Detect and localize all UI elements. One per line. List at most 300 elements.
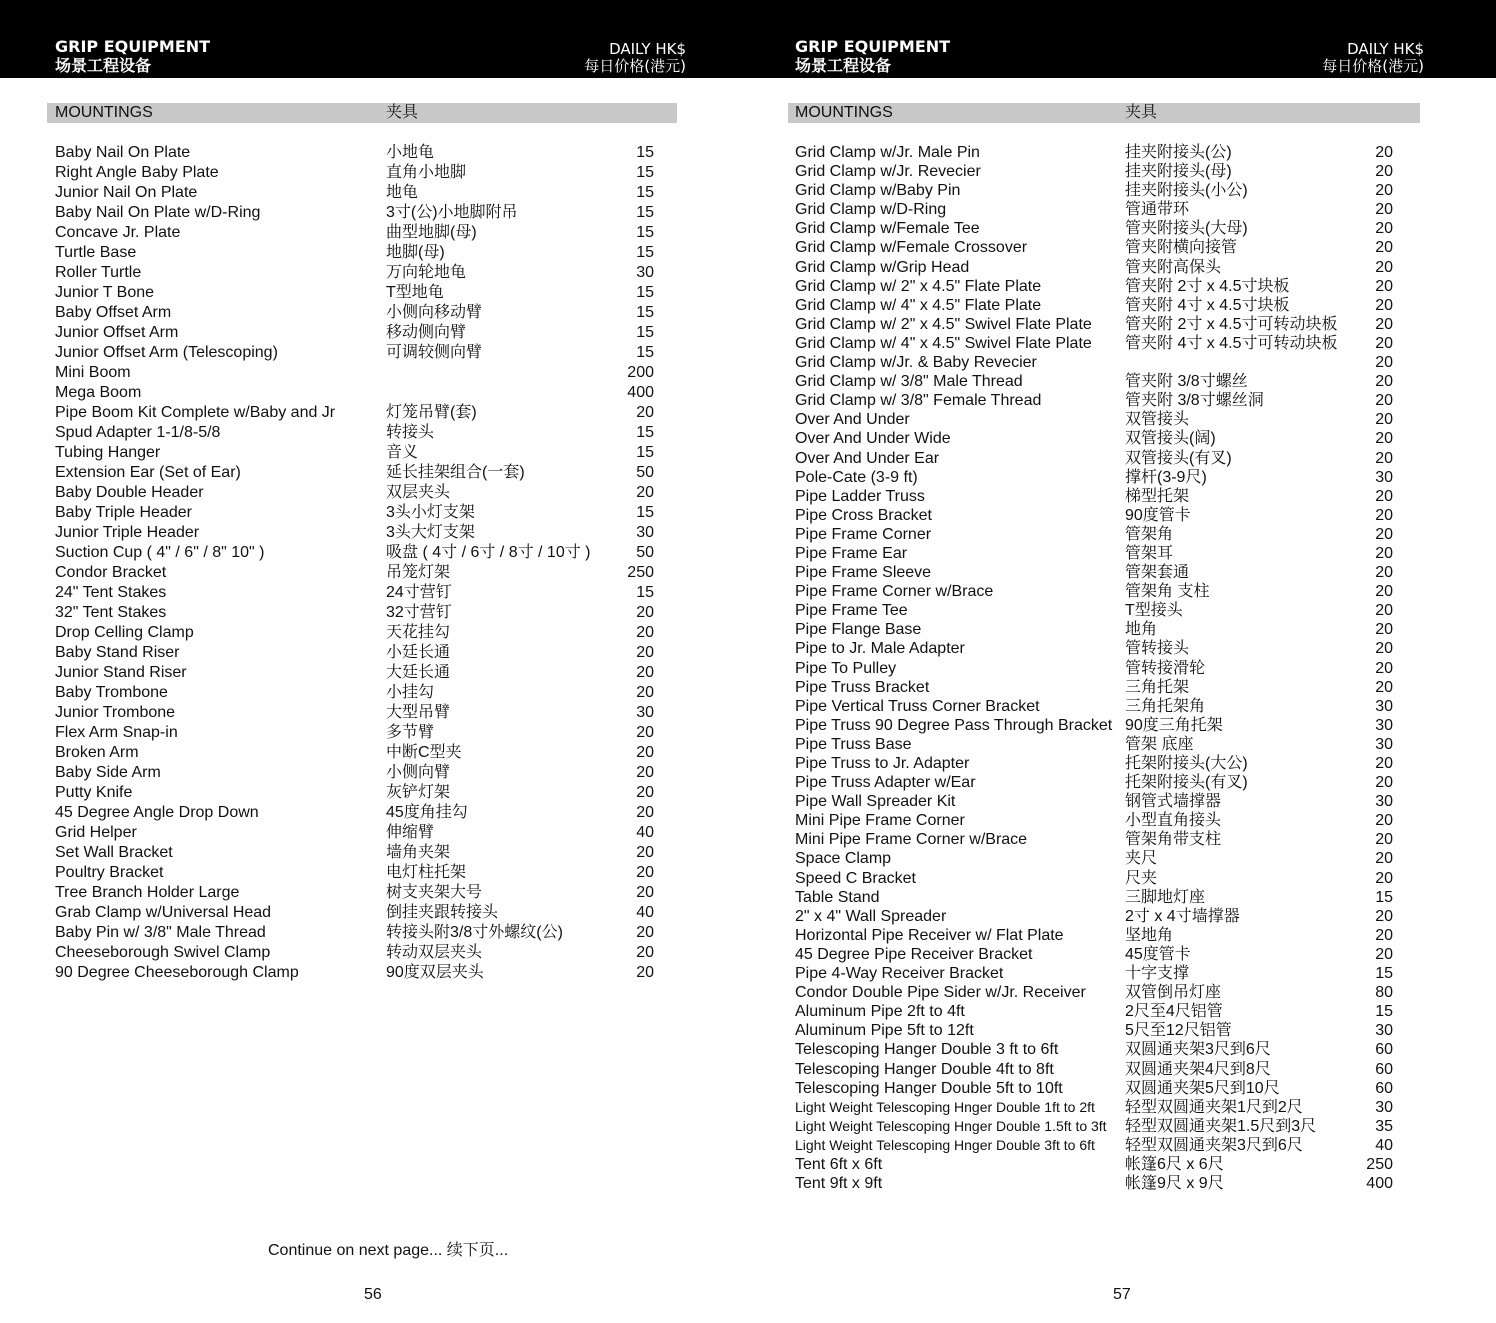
item-name-zh: 管夹附 2寸 x 4.5寸块板 — [1125, 277, 1290, 295]
item-price: 20 — [1375, 945, 1393, 963]
item-name-en: Grid Clamp w/ 3/8" Female Thread — [795, 392, 1042, 410]
item-name-en: Baby Nail On Plate — [55, 144, 191, 161]
item-name-zh: 轻型双圆通夹架3尺到6尺 — [1125, 1136, 1303, 1154]
item-name-en: Pipe Cross Bracket — [795, 506, 932, 524]
item-name-en: 45 Degree Pipe Receiver Bracket — [795, 945, 1033, 963]
item-name-en: Mega Boom — [55, 384, 142, 401]
item-price: 20 — [1375, 201, 1393, 219]
item-name-en: Set Wall Bracket — [55, 844, 173, 861]
item-name-zh: 挂夹附接头(母) — [1125, 163, 1232, 181]
item-price: 20 — [636, 664, 654, 681]
item-name-zh: 三角托架角 — [1125, 697, 1206, 715]
item-price: 20 — [1375, 583, 1393, 601]
item-name-zh: 多节臂 — [386, 724, 435, 741]
item-name-zh: 双管接头(阔) — [1125, 430, 1216, 448]
list-item — [748, 888, 1496, 907]
page-number: 57 — [1113, 1286, 1131, 1303]
item-name-zh: 大型吊臂 — [386, 704, 451, 721]
equipment-list — [748, 143, 1496, 1193]
list-item — [748, 926, 1496, 945]
item-name-en: Baby Nail On Plate w/D-Ring — [55, 204, 261, 221]
item-name-en: Grid Clamp w/ 2" x 4.5" Flate Plate — [795, 277, 1042, 295]
item-name-zh: 转接头附3/8寸外螺纹(公) — [386, 924, 563, 941]
item-price: 20 — [1375, 258, 1393, 276]
item-price: 20 — [1375, 755, 1393, 772]
list-item — [748, 410, 1496, 429]
list-item — [0, 863, 748, 883]
list-item — [748, 1040, 1496, 1059]
list-item — [0, 463, 748, 483]
list-item — [748, 773, 1496, 792]
item-price: 20 — [636, 864, 654, 881]
item-name-zh: 电灯柱托架 — [386, 864, 467, 881]
item-name-en: Grid Clamp w/Jr. Revecier — [795, 163, 981, 181]
section-title-zh: 夹具 — [1125, 104, 1158, 121]
list-item — [0, 343, 748, 363]
item-name-en: Telescoping Hanger Double 5ft to 10ft — [795, 1079, 1063, 1097]
list-item — [748, 830, 1496, 849]
item-name-zh: 3头大灯支架 — [386, 524, 475, 541]
list-item — [0, 883, 748, 903]
item-price: 20 — [636, 964, 654, 981]
item-name-zh: 灰铲灯架 — [386, 784, 451, 801]
item-price: 30 — [1375, 735, 1393, 753]
item-name-en: Grid Clamp w/ 2" x 4.5" Swivel Flate Plate — [795, 315, 1092, 333]
list-item — [0, 423, 748, 443]
item-name-en: Grid Clamp w/ 3/8" Male Thread — [795, 373, 1023, 391]
list-item — [748, 238, 1496, 257]
item-name-en: Telescoping Hanger Double 3 ft to 6ft — [795, 1041, 1059, 1059]
item-price: 15 — [1375, 1003, 1393, 1021]
item-name-zh: 3头小灯支架 — [386, 504, 475, 521]
item-name-zh: 管转接滑轮 — [1125, 659, 1206, 677]
item-price: 20 — [1375, 907, 1393, 925]
list-item — [748, 735, 1496, 754]
list-item — [748, 792, 1496, 811]
item-name-zh: 三角托架 — [1125, 678, 1190, 696]
item-name-en: Pipe Frame Tee — [795, 602, 908, 620]
item-price: 20 — [1375, 850, 1393, 868]
item-name-zh: 32寸营钉 — [386, 604, 452, 621]
list-item — [0, 223, 748, 243]
item-price: 20 — [636, 784, 654, 801]
list-item — [748, 869, 1496, 888]
item-price: 20 — [1375, 334, 1393, 352]
list-item — [0, 603, 748, 623]
item-name-en: Pipe Truss Bracket — [795, 678, 930, 696]
header-title-zh: 场景工程设备 — [55, 56, 152, 75]
item-price: 30 — [1375, 1098, 1393, 1116]
item-name-en: Right Angle Baby Plate — [55, 164, 219, 181]
item-name-zh: 可调较侧向臂 — [386, 344, 483, 361]
item-price: 250 — [1366, 1155, 1393, 1173]
item-price: 15 — [1375, 965, 1393, 983]
section-title-en: MOUNTINGS — [795, 104, 893, 121]
item-price: 20 — [1375, 144, 1393, 161]
list-item — [0, 723, 748, 743]
item-name-en: Tubing Hanger — [55, 444, 161, 461]
item-name-en: Space Clamp — [795, 850, 892, 868]
item-name-en: Pipe Vertical Truss Corner Bracket — [795, 697, 1040, 715]
item-name-en: Poultry Bracket — [55, 864, 164, 881]
list-item — [748, 544, 1496, 563]
item-name-zh: 移动侧向臂 — [386, 324, 467, 341]
item-name-zh: 管架 底座 — [1125, 735, 1194, 753]
item-name-en: Junior Trombone — [55, 704, 176, 721]
equipment-list — [0, 143, 748, 983]
section-bar — [47, 103, 677, 123]
item-price: 20 — [636, 624, 654, 641]
item-name-zh: 5尺至12尺铝管 — [1125, 1022, 1232, 1040]
list-item — [748, 468, 1496, 487]
item-name-en: Horizontal Pipe Receiver w/ Flat Plate — [795, 926, 1064, 944]
list-item — [0, 763, 748, 783]
continue-note: Continue on next page... 续下页... — [268, 1242, 509, 1259]
item-name-zh: 吊笼灯架 — [386, 564, 451, 581]
item-price: 20 — [1375, 373, 1393, 391]
item-name-en: Pipe Truss Adapter w/Ear — [795, 774, 976, 792]
item-price: 20 — [1375, 621, 1393, 639]
list-item — [0, 923, 748, 943]
item-name-zh: 管架角 支柱 — [1125, 583, 1210, 601]
list-item — [0, 543, 748, 563]
list-item — [748, 754, 1496, 773]
item-price: 20 — [1375, 163, 1393, 181]
item-price: 15 — [636, 424, 654, 441]
item-price: 20 — [1375, 220, 1393, 238]
list-item — [748, 716, 1496, 735]
item-price: 20 — [1375, 239, 1393, 257]
item-name-en: 24" Tent Stakes — [55, 584, 167, 601]
item-price: 15 — [636, 244, 654, 261]
list-item — [0, 243, 748, 263]
list-item — [0, 163, 748, 183]
item-name-en: 2" x 4" Wall Spreader — [795, 907, 947, 925]
item-name-en: Pipe Frame Corner w/Brace — [795, 583, 994, 601]
list-item — [748, 849, 1496, 868]
item-price: 20 — [636, 884, 654, 901]
item-name-zh: 曲型地脚(母) — [386, 224, 477, 241]
page-number: 56 — [364, 1286, 382, 1303]
list-item — [748, 1136, 1496, 1155]
item-price: 15 — [636, 224, 654, 241]
item-price: 20 — [636, 484, 654, 501]
item-price: 20 — [1375, 506, 1393, 524]
item-price: 20 — [636, 404, 654, 421]
page-right — [748, 0, 1496, 1323]
list-item — [748, 487, 1496, 506]
list-item — [0, 143, 748, 163]
item-name-en: Pipe Frame Corner — [795, 525, 932, 543]
item-name-zh: 挂夹附接头(公) — [1125, 144, 1232, 161]
item-name-zh: T型接头 — [1125, 602, 1183, 620]
list-item — [748, 601, 1496, 620]
item-name-en: Grid Clamp w/D-Ring — [795, 201, 947, 219]
item-price: 20 — [636, 844, 654, 861]
item-name-zh: 管夹附 2寸 x 4.5寸可转动块板 — [1125, 315, 1338, 333]
item-name-en: Over And Under — [795, 411, 910, 429]
list-item — [748, 1098, 1496, 1117]
item-name-en: Mini Pipe Frame Corner — [795, 812, 965, 830]
item-name-en: Grid Clamp w/ 4" x 4.5" Swivel Flate Plate — [795, 334, 1092, 352]
item-name-zh: 转接头 — [386, 424, 435, 441]
item-name-en: Table Stand — [795, 888, 880, 906]
list-item — [0, 843, 748, 863]
item-name-en: Light Weight Telescoping Hnger Double 1ft to 2ft — [795, 1098, 1095, 1115]
item-price: 15 — [636, 144, 654, 161]
item-name-en: Grid Clamp w/Grip Head — [795, 258, 970, 276]
list-item — [748, 1117, 1496, 1136]
item-name-en: Cheeseborough Swivel Clamp — [55, 944, 271, 961]
list-item — [0, 323, 748, 343]
item-name-zh: 灯笼吊臂(套) — [386, 404, 477, 421]
item-name-zh: 地角 — [1125, 621, 1158, 639]
list-item — [748, 162, 1496, 181]
item-price: 20 — [1375, 392, 1393, 410]
item-name-zh: 2尺至4尺铝管 — [1125, 1003, 1223, 1021]
item-price: 50 — [636, 544, 654, 561]
item-name-zh: 90度三角托架 — [1125, 716, 1223, 734]
item-name-zh: 2寸 x 4寸墙撑器 — [1125, 907, 1240, 925]
item-name-zh: 管夹附高保头 — [1125, 258, 1222, 276]
header-title-zh: 场景工程设备 — [795, 56, 892, 75]
item-price: 15 — [636, 504, 654, 521]
item-price: 40 — [1375, 1136, 1393, 1154]
item-name-en: Baby Double Header — [55, 484, 204, 501]
item-name-zh: 管架角带支柱 — [1125, 831, 1222, 849]
item-price: 20 — [1375, 640, 1393, 658]
list-item — [0, 663, 748, 683]
item-price: 30 — [1375, 468, 1393, 486]
list-item — [0, 303, 748, 323]
item-price: 20 — [1375, 774, 1393, 792]
item-name-zh: 管架套通 — [1125, 564, 1190, 582]
item-name-en: Aluminum Pipe 2ft to 4ft — [795, 1003, 965, 1021]
item-name-en: Pipe Boom Kit Complete w/Baby and Jr — [55, 404, 336, 421]
item-price: 30 — [1375, 1022, 1393, 1040]
list-item — [748, 200, 1496, 219]
list-item — [748, 1002, 1496, 1021]
item-name-zh: 90度双层夹头 — [386, 964, 484, 981]
item-name-en: Light Weight Telescoping Hnger Double 3ft to 6ft — [795, 1136, 1095, 1153]
list-item — [0, 183, 748, 203]
item-name-zh: 小廷长通 — [386, 644, 451, 661]
item-name-en: Pipe 4-Way Receiver Bracket — [795, 965, 1004, 983]
item-name-zh: 梯型托架 — [1125, 487, 1190, 505]
list-item — [748, 1174, 1496, 1193]
item-price: 20 — [1375, 315, 1393, 333]
item-price: 60 — [1375, 1041, 1393, 1059]
item-price: 15 — [636, 204, 654, 221]
item-name-zh: 双管接头(有叉) — [1125, 449, 1232, 467]
item-price: 30 — [1375, 716, 1393, 734]
item-name-zh: 管夹附 4寸 x 4.5寸块板 — [1125, 296, 1290, 314]
list-item — [748, 1155, 1496, 1174]
item-name-en: Junior Triple Header — [55, 524, 200, 541]
item-price: 400 — [627, 384, 654, 401]
item-price: 40 — [636, 824, 654, 841]
list-item — [748, 983, 1496, 1002]
item-price: 15 — [636, 344, 654, 361]
list-item — [748, 296, 1496, 315]
item-name-en: Baby Trombone — [55, 684, 168, 701]
list-item — [748, 219, 1496, 238]
item-name-zh: 托架附接头(大公) — [1125, 755, 1248, 772]
item-name-zh: 管夹附 3/8寸螺丝 — [1125, 373, 1248, 391]
item-name-en: Pipe Frame Sleeve — [795, 564, 932, 582]
list-item — [748, 353, 1496, 372]
list-item — [748, 582, 1496, 601]
item-name-zh: 挂夹附接头(小公) — [1125, 182, 1248, 200]
item-name-en: Spud Adapter 1-1/8-5/8 — [55, 424, 221, 441]
item-name-en: Condor Double Pipe Sider w/Jr. Receiver — [795, 984, 1086, 1002]
item-name-en: Grid Clamp w/ 4" x 4.5" Flate Plate — [795, 296, 1042, 314]
item-price: 15 — [636, 304, 654, 321]
list-item — [748, 964, 1496, 983]
item-price: 30 — [636, 524, 654, 541]
item-name-zh: 45度角挂勾 — [386, 804, 468, 821]
item-name-en: 32" Tent Stakes — [55, 604, 167, 621]
item-name-zh: 大廷长通 — [386, 664, 451, 681]
item-name-zh: 帐篷6尺 x 6尺 — [1125, 1155, 1224, 1173]
item-name-zh: 小侧向臂 — [386, 764, 451, 781]
item-price: 15 — [1375, 888, 1393, 906]
item-name-zh: 90度管卡 — [1125, 506, 1191, 524]
item-name-en: Grid Clamp w/Female Tee — [795, 220, 980, 238]
list-item — [748, 907, 1496, 926]
list-item — [748, 659, 1496, 678]
list-item — [748, 143, 1496, 162]
item-name-zh: 小型直角接头 — [1125, 812, 1222, 830]
item-name-en: Junior T Bone — [55, 284, 155, 301]
item-name-en: Tent 6ft x 6ft — [795, 1155, 883, 1173]
list-item — [0, 623, 748, 643]
item-name-en: Pipe to Jr. Male Adapter — [795, 640, 965, 658]
item-name-en: Junior Nail On Plate — [55, 184, 198, 201]
item-price: 20 — [1375, 678, 1393, 696]
item-name-en: Turtle Base — [55, 244, 137, 261]
item-name-zh: 双圆通夹架5尺到10尺 — [1125, 1079, 1280, 1097]
item-name-zh: 中断C型夹 — [386, 744, 462, 761]
item-name-en: Pipe Truss 90 Degree Pass Through Bracket — [795, 716, 1113, 734]
item-name-en: Pipe To Pulley — [795, 659, 897, 677]
item-price: 20 — [1375, 487, 1393, 505]
item-price: 200 — [627, 364, 654, 381]
list-item — [748, 697, 1496, 716]
item-price: 400 — [1366, 1175, 1393, 1193]
item-price: 20 — [1375, 277, 1393, 295]
list-item — [0, 783, 748, 803]
item-price: 250 — [627, 564, 654, 581]
item-name-zh: 地脚(母) — [386, 244, 445, 261]
item-name-en: Suction Cup ( 4" / 6" / 8" 10" ) — [55, 544, 265, 561]
list-item — [748, 1021, 1496, 1040]
item-name-en: Over And Under Wide — [795, 430, 951, 448]
list-item — [748, 1060, 1496, 1079]
item-price: 20 — [1375, 354, 1393, 372]
item-name-en: Extension Ear (Set of Ear) — [55, 464, 241, 481]
item-name-zh: 双管接头 — [1125, 411, 1190, 429]
item-name-zh: 双管倒吊灯座 — [1125, 984, 1222, 1002]
list-item — [748, 1079, 1496, 1098]
item-price: 20 — [1375, 182, 1393, 200]
list-item — [748, 429, 1496, 448]
item-name-en: Grid Clamp w/Jr. & Baby Revecier — [795, 354, 1037, 372]
item-price: 20 — [1375, 602, 1393, 620]
list-item — [0, 823, 748, 843]
item-price: 20 — [1375, 430, 1393, 448]
item-name-zh: 十字支撑 — [1125, 965, 1190, 983]
item-name-zh: 延长挂架组合(一套) — [386, 464, 525, 481]
item-price: 15 — [636, 584, 654, 601]
list-item — [0, 803, 748, 823]
page-header — [0, 0, 748, 78]
page-header — [748, 0, 1496, 78]
item-name-zh: 管夹附接头(大母) — [1125, 220, 1248, 238]
item-price: 20 — [1375, 525, 1393, 543]
item-name-en: Light Weight Telescoping Hnger Double 1.5ft to 3ft — [795, 1117, 1107, 1134]
item-price: 20 — [636, 604, 654, 621]
list-item — [0, 963, 748, 983]
item-price: 30 — [636, 264, 654, 281]
item-price: 20 — [636, 684, 654, 701]
item-name-zh: 管夹附 4寸 x 4.5寸可转动块板 — [1125, 334, 1338, 352]
item-name-en: Grid Helper — [55, 824, 137, 841]
item-name-zh: 树支夹架大号 — [386, 884, 483, 901]
item-name-en: Speed C Bracket — [795, 869, 916, 887]
item-price: 20 — [636, 804, 654, 821]
item-name-en: Concave Jr. Plate — [55, 224, 181, 241]
list-item — [0, 703, 748, 723]
list-item — [0, 283, 748, 303]
item-price: 20 — [636, 724, 654, 741]
item-name-en: Drop Celling Clamp — [55, 624, 194, 641]
item-price: 20 — [636, 924, 654, 941]
item-name-en: Condor Bracket — [55, 564, 167, 581]
item-name-en: Mini Boom — [55, 364, 131, 381]
item-price: 60 — [1375, 1060, 1393, 1078]
item-name-en: Tree Branch Holder Large — [55, 884, 240, 901]
list-item — [748, 391, 1496, 410]
list-item — [748, 563, 1496, 582]
item-price: 20 — [1375, 296, 1393, 314]
item-name-zh: 管转接头 — [1125, 640, 1190, 658]
list-item — [0, 903, 748, 923]
item-name-zh: 托架附接头(有叉) — [1125, 774, 1248, 792]
header-price-en: DAILY HK$ — [609, 40, 686, 58]
item-name-zh: 尺夹 — [1125, 869, 1158, 887]
list-item — [0, 563, 748, 583]
item-price: 15 — [636, 164, 654, 181]
item-name-en: Grid Clamp w/Jr. Male Pin — [795, 144, 980, 161]
list-item — [0, 443, 748, 463]
header-title-en: GRIP EQUIPMENT — [55, 37, 211, 56]
item-name-zh: 万向轮地龟 — [386, 264, 467, 281]
item-name-zh: 坚地角 — [1125, 926, 1174, 944]
item-name-zh: 3寸(公)小地脚附吊 — [386, 204, 518, 221]
item-price: 30 — [1375, 697, 1393, 715]
item-name-en: Baby Stand Riser — [55, 644, 180, 661]
item-name-zh: 管架耳 — [1125, 544, 1174, 562]
item-name-en: Tent 9ft x 9ft — [795, 1175, 883, 1193]
item-price: 80 — [1375, 984, 1393, 1002]
list-item — [0, 583, 748, 603]
item-price: 20 — [1375, 812, 1393, 830]
item-name-zh: 双圆通夹架4尺到8尺 — [1125, 1060, 1271, 1078]
header-price-zh: 每日价格(港元) — [1322, 57, 1424, 75]
item-name-en: Baby Side Arm — [55, 764, 161, 781]
item-price: 20 — [1375, 926, 1393, 944]
